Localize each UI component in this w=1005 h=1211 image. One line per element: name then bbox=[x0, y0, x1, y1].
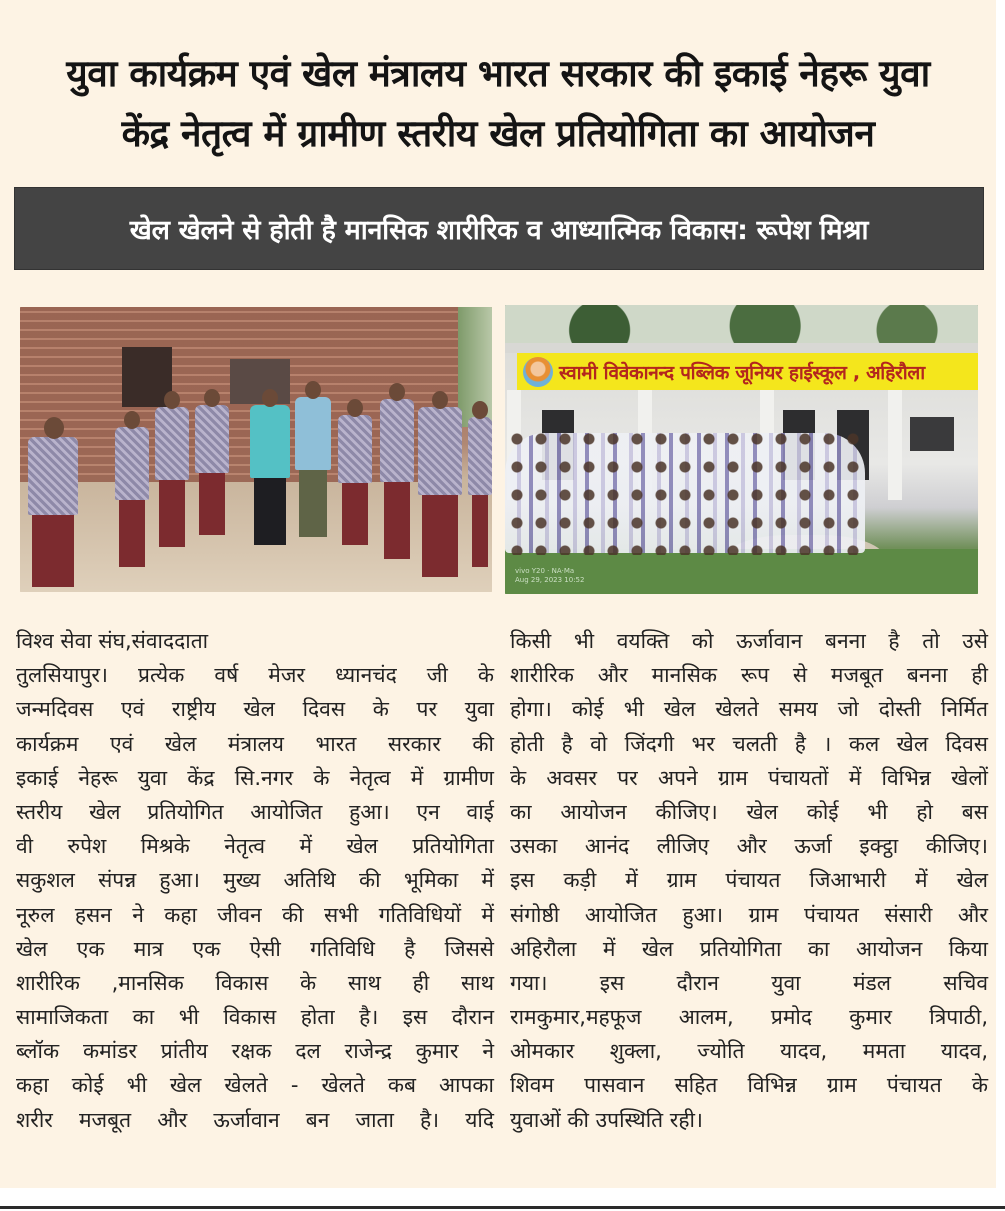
photo-school-group bbox=[505, 305, 978, 594]
body-line: अहिरौला में खेल प्रतियोगिता का आयोजन किया bbox=[510, 936, 988, 961]
headline-line-1: युवा कार्यक्रम एवं खेल मंत्रालय भारत सरकार की इकाई नेहरू युवा bbox=[66, 52, 930, 95]
trees bbox=[505, 305, 978, 347]
body-line: किसी भी वयक्ति को ऊर्जावान बनना है तो उसे bbox=[510, 629, 988, 653]
window bbox=[230, 359, 290, 404]
body-line: वी रुपेश मिश्रके नेतृत्व में खेल प्रतियोगिता bbox=[16, 834, 494, 859]
adult-figure bbox=[250, 405, 290, 545]
headline-line-2: केंद्र नेतृत्व में ग्रामीण स्तरीय खेल प्रतियोगिता का आयोजन bbox=[121, 112, 875, 155]
body-line: युवाओं की उपस्थिति रही। bbox=[510, 1107, 703, 1132]
student-figure bbox=[380, 399, 414, 559]
photo-students-with-medals bbox=[20, 307, 492, 592]
body-line: संगोष्ठी आयोजित हुआ। ग्राम पंचायत संसारी और bbox=[510, 902, 988, 927]
body-line: रामकुमार,महफूज आलम, प्रमोद कुमार त्रिपाठी, bbox=[510, 1005, 988, 1030]
body-line: कार्यक्रम एवं खेल मंत्रालय भारत सरकार की bbox=[16, 731, 494, 756]
student-figure bbox=[115, 427, 149, 567]
body-line: होगा। कोई भी खेल खेलते समय जो दोस्ती निर्मित bbox=[510, 697, 988, 722]
body-line: शिवम पासवान सहित विभिन्न ग्राम पंचायत के bbox=[510, 1073, 988, 1098]
subheadline: खेल खेलने से होती है मानसिक शारीरिक व आध्यात्मिक विकास: रूपेश मिश्रा bbox=[129, 215, 869, 246]
student-figure bbox=[468, 417, 492, 567]
body-line: कहा कोई भी खेल खेलते - खेलते कब आपका bbox=[16, 1073, 494, 1098]
camera-watermark: vivo Y20 · NA·Ma Aug 29, 2023 10:52 bbox=[515, 567, 585, 584]
adult-figure bbox=[295, 397, 331, 537]
body-line: नूरुल हसन ने कहा जीवन की सभी गतिविधियों में bbox=[16, 902, 494, 927]
body-line: का आयोजन कीजिए। खेल कोई भी हो बस bbox=[510, 799, 988, 824]
body-line: जन्मदिवस एवं राष्ट्रीय खेल दिवस के पर युवा bbox=[16, 697, 494, 722]
body-line: इस कड़ी में ग्राम पंचायत जिआभारी में खेल bbox=[510, 868, 988, 893]
body-line: शारीरिक और मानसिक रूप से मजबूत बनना ही bbox=[510, 663, 988, 688]
body-line: स्तरीय खेल प्रतियोगित आयोजित हुआ। एन वाई bbox=[16, 799, 494, 824]
body-line: होती है वो जिंदगी भर चलती है । कल खेल दिवस bbox=[510, 731, 988, 756]
pillar bbox=[888, 390, 902, 500]
body-line: तुलसियापुर। प्रत्येक वर्ष मेजर ध्यानचंद जी के bbox=[16, 663, 494, 688]
student-figure bbox=[338, 415, 372, 545]
roof bbox=[505, 343, 978, 353]
student-figure bbox=[155, 407, 189, 547]
student-figure bbox=[195, 405, 229, 535]
body-line: सकुशल संपन्न हुआ। मुख्य अतिथि की भूमिका में bbox=[16, 868, 494, 893]
vivekananda-logo-icon bbox=[523, 357, 553, 387]
body-line: शरीर मजबूत और ऊर्जावान बन जाता है। यदि bbox=[16, 1107, 494, 1132]
body-line: खेल एक मात्र एक ऐसी गतिविधि है जिससे bbox=[16, 936, 494, 961]
window bbox=[910, 417, 954, 451]
body-line: इकाई नेहरू युवा केंद्र सि.नगर के नेतृत्व में ग्रामीण bbox=[16, 765, 494, 790]
headline bbox=[0, 44, 996, 164]
student-figure bbox=[418, 407, 462, 577]
body-line: सामाजिकता का भी विकास होता है। इस दौरान bbox=[16, 1005, 494, 1030]
article-column-left bbox=[16, 624, 494, 1137]
body-line: ओमकार शुक्ला, ज्योति यादव, ममता यादव, bbox=[510, 1039, 988, 1064]
article-column-right bbox=[510, 624, 988, 1137]
student-figure bbox=[28, 437, 78, 587]
body-line: उसका आनंद लीजिए और ऊर्जा इक्ट्ठा कीजिए। bbox=[510, 834, 988, 859]
school-banner-text: स्वामी विवेकानन्द पब्लिक जूनियर हाईस्कूल , अहिरौला bbox=[559, 361, 925, 384]
school-banner bbox=[517, 353, 978, 390]
student-heads bbox=[505, 425, 865, 555]
body-line: शारीरिक ,मानसिक विकास के साथ ही साथ bbox=[16, 970, 494, 995]
body-line: के अवसर पर अपने ग्राम पंचायतों में विभिन्न खेलों bbox=[510, 765, 988, 790]
byline: विश्व सेवा संघ,संवाददाता bbox=[16, 629, 209, 653]
body-line: ब्लॉक कमांडर प्रांतीय रक्षक दल राजेन्द्र कुमार ने bbox=[16, 1039, 494, 1064]
body-line: गया। इस दौरान युवा मंडल सचिव bbox=[510, 970, 988, 995]
bottom-divider bbox=[0, 1206, 1005, 1209]
subheadline-box bbox=[14, 187, 984, 270]
